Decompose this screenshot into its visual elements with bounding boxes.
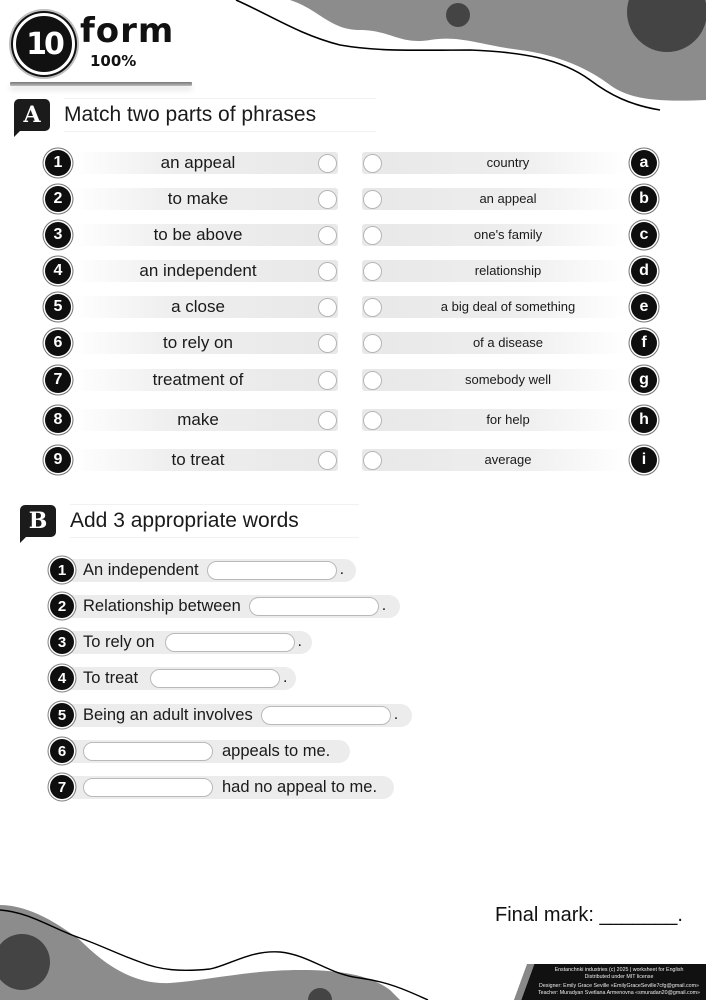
left-phrase: a close <box>171 297 225 316</box>
right-phrase: for help <box>486 412 530 427</box>
sentence-end: . <box>393 706 399 723</box>
footer-copyright: Enstanchnki industries (c) 2025 | worksheet for English <box>554 967 684 973</box>
fill-row <box>50 594 386 618</box>
answer-input[interactable] <box>261 706 391 725</box>
number-badge: 7 <box>50 775 74 799</box>
number-badge: 6 <box>50 739 74 763</box>
left-match-radio[interactable] <box>318 262 337 281</box>
number-badge: 5 <box>45 294 71 320</box>
right-phrase: country <box>486 155 530 170</box>
sentence-end: . <box>339 561 345 578</box>
sentence-start: To treat <box>83 668 139 687</box>
number-badge: 1 <box>45 150 71 176</box>
answer-input[interactable] <box>83 742 213 761</box>
fill-row <box>50 775 377 799</box>
letter-badge: b <box>631 186 657 212</box>
left-phrase: to treat <box>171 450 225 469</box>
left-match-radio[interactable] <box>318 226 337 245</box>
right-phrase: one's family <box>473 227 543 242</box>
right-phrase: an appeal <box>479 191 537 206</box>
sentence-end: . <box>297 633 302 650</box>
sentence-start: An independent <box>83 560 199 579</box>
right-match-radio[interactable] <box>363 262 382 281</box>
number-badge: 7 <box>45 367 71 393</box>
footer-teacher: Teacher: Muradyan Svetlana Armenovna «smuradan20@gmail.com» <box>537 989 700 996</box>
letter-badge: e <box>631 294 657 320</box>
left-phrase: make <box>177 410 219 429</box>
footer-designer: Designer: Emily Grace Seville «EmilyGraceSeville7cfg@gmail.com» <box>539 983 699 989</box>
fill-row <box>50 739 330 763</box>
left-phrase: to be above <box>153 225 243 244</box>
section-a-header <box>14 98 376 132</box>
number-badge: 3 <box>50 630 74 654</box>
answer-input[interactable] <box>165 633 295 652</box>
right-match-radio[interactable] <box>363 154 382 173</box>
number-badge: 2 <box>45 186 71 212</box>
sentence-end: appeals to me. <box>222 741 331 760</box>
right-phrase: of a disease <box>472 335 544 350</box>
final-mark-label: Final mark: _______. <box>495 904 683 926</box>
answer-input[interactable] <box>207 561 337 580</box>
letter-badge: f <box>631 330 657 356</box>
fill-row <box>50 630 302 654</box>
right-phrase: somebody well <box>465 372 551 387</box>
letter-badge: c <box>631 222 657 248</box>
left-match-radio[interactable] <box>318 371 337 390</box>
left-match-radio[interactable] <box>318 451 337 470</box>
header-divider <box>10 82 192 86</box>
letter-badge: a <box>631 150 657 176</box>
header-title: form <box>80 11 175 51</box>
match-row <box>0 293 706 321</box>
fill-row <box>50 666 287 690</box>
match-row <box>0 149 706 177</box>
left-match-radio[interactable] <box>318 411 337 430</box>
number-badge: 9 <box>45 447 71 473</box>
right-match-radio[interactable] <box>363 298 382 317</box>
footer-license: Distributed under MIT license <box>584 973 654 980</box>
right-phrase: relationship <box>474 263 542 278</box>
fill-row <box>50 703 398 727</box>
fill-row <box>50 558 344 582</box>
left-match-radio[interactable] <box>318 154 337 173</box>
match-row <box>0 185 706 213</box>
match-row <box>0 221 706 249</box>
number-badge: 8 <box>45 407 71 433</box>
letter-badge: h <box>631 407 657 433</box>
sentence-end: had no appeal to me. <box>222 777 378 796</box>
match-row <box>0 446 706 474</box>
right-match-radio[interactable] <box>363 411 382 430</box>
right-phrase: average <box>484 452 532 467</box>
left-match-radio[interactable] <box>318 190 337 209</box>
left-match-radio[interactable] <box>318 334 337 353</box>
right-match-radio[interactable] <box>363 226 382 245</box>
answer-input[interactable] <box>249 597 379 616</box>
right-match-radio[interactable] <box>363 451 382 470</box>
number-badge: 6 <box>45 330 71 356</box>
right-match-radio[interactable] <box>363 190 382 209</box>
section-a-title: Match two parts of phrases <box>64 98 376 132</box>
answer-input[interactable] <box>150 669 280 688</box>
left-match-radio[interactable] <box>318 298 337 317</box>
sentence-end: . <box>283 669 288 686</box>
sentence-start: Being an adult involves <box>83 705 253 724</box>
sentence-start: To rely on <box>83 632 155 651</box>
number-badge: 5 <box>50 703 74 727</box>
answer-input[interactable] <box>83 778 213 797</box>
number-badge: 4 <box>50 666 74 690</box>
sentence-end: . <box>381 597 387 614</box>
section-b-header <box>20 504 359 538</box>
footer-credits <box>532 964 706 1000</box>
left-phrase: treatment of <box>152 370 244 389</box>
number-badge: 2 <box>50 594 74 618</box>
letter-badge: i <box>631 447 657 473</box>
match-row <box>0 329 706 357</box>
right-match-radio[interactable] <box>363 371 382 390</box>
section-a-letter-badge: A <box>14 99 50 131</box>
left-phrase: to make <box>167 189 229 208</box>
sentence-start: Relationship between <box>83 596 241 615</box>
number-badge: 1 <box>50 558 74 582</box>
left-phrase: to rely on <box>163 333 233 352</box>
letter-badge: g <box>631 367 657 393</box>
number-badge: 3 <box>45 222 71 248</box>
section-b-title: Add 3 appropriate words <box>70 504 359 538</box>
number-badge: 4 <box>45 258 71 284</box>
match-row <box>0 366 706 394</box>
match-row <box>0 406 706 434</box>
section-b-letter-badge: B <box>20 505 56 537</box>
letter-badge: d <box>631 258 657 284</box>
right-match-radio[interactable] <box>363 334 382 353</box>
left-phrase: an appeal <box>160 153 236 172</box>
left-phrase: an independent <box>139 261 257 280</box>
grade-badge: 10 <box>13 13 75 75</box>
match-row <box>0 257 706 285</box>
header-subtitle: 100% <box>90 52 137 70</box>
right-phrase: a big deal of something <box>440 299 576 314</box>
worksheet-header <box>8 8 188 80</box>
